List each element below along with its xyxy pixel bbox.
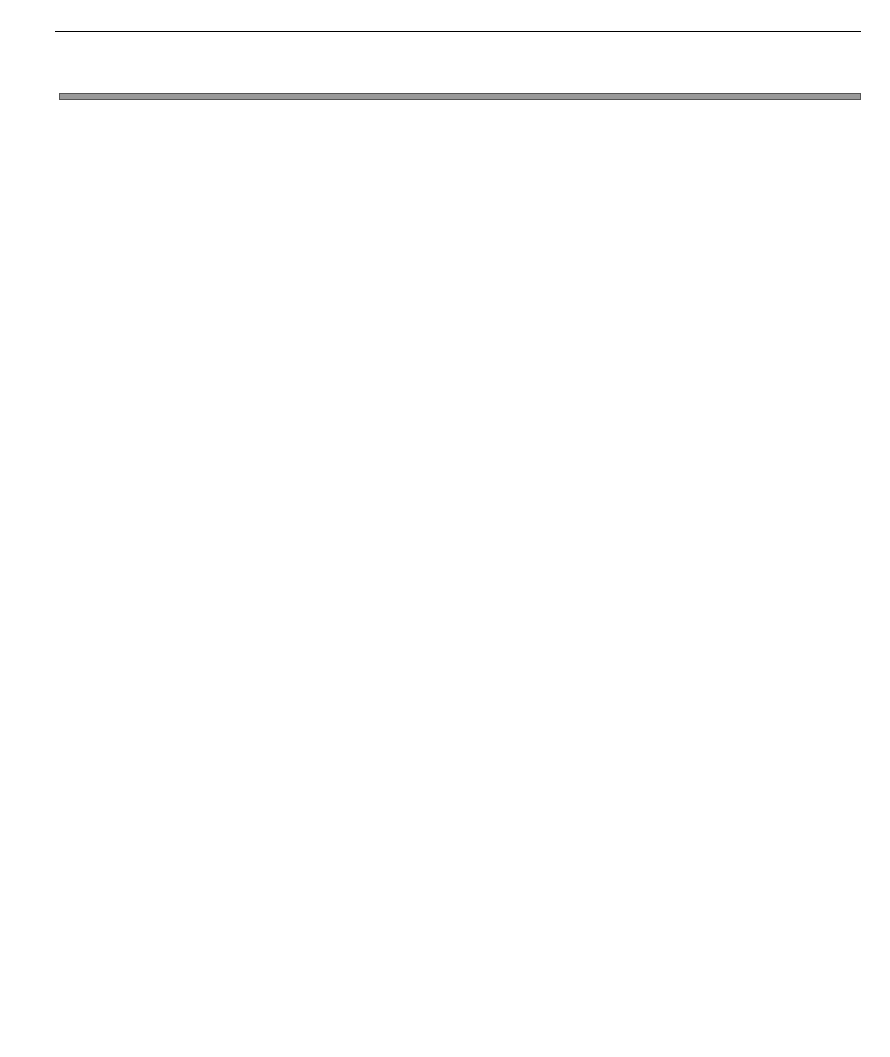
ruler-axis [55,31,861,32]
cyto-band-bar[interactable] [59,93,861,100]
